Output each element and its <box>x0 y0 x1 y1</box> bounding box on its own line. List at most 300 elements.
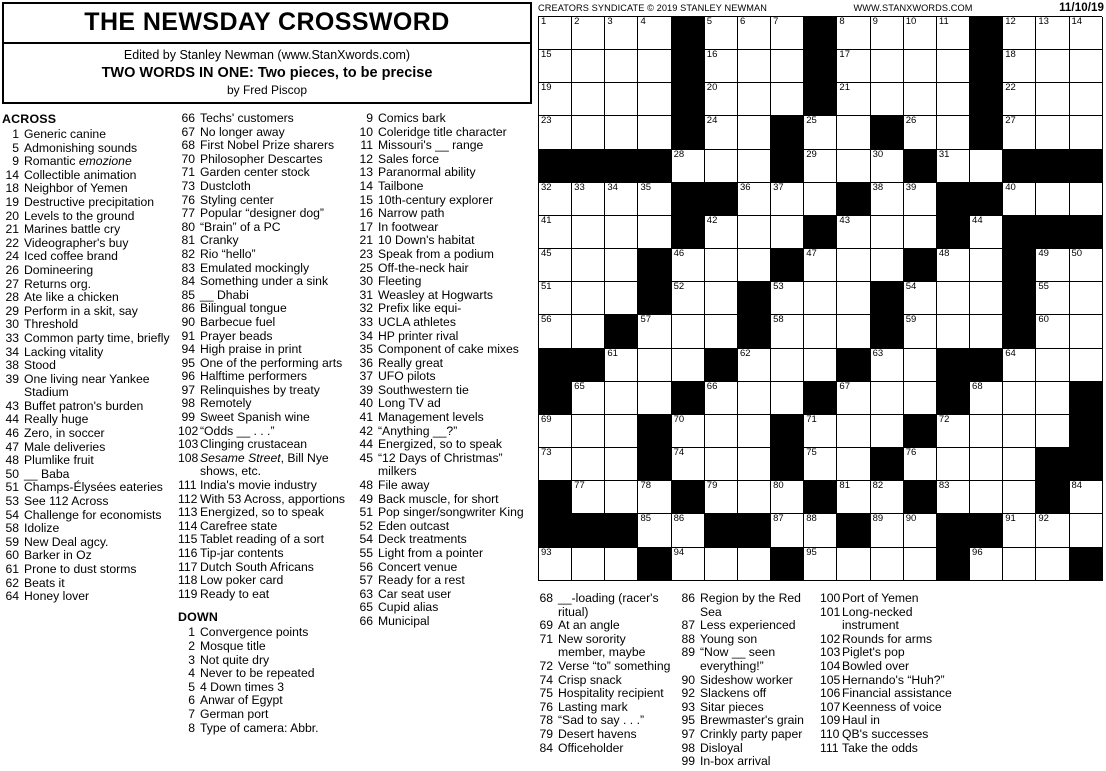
clue-number: 94 <box>181 342 195 357</box>
grid-cell[interactable] <box>572 448 605 481</box>
grid-cell[interactable] <box>705 415 738 448</box>
grid-cell[interactable] <box>1036 282 1069 315</box>
clue-text: Component of cake mixes <box>378 342 519 357</box>
grid-cell-number: 84 <box>1071 480 1083 492</box>
grid-cell[interactable] <box>1003 382 1036 415</box>
grid-cell[interactable] <box>804 415 837 448</box>
clue-column-3 <box>356 112 532 735</box>
grid-cell[interactable] <box>937 282 970 315</box>
grid-cell-number: 70 <box>673 413 685 425</box>
grid-cell[interactable] <box>605 382 638 415</box>
grid-cell[interactable] <box>937 481 970 514</box>
grid-cell[interactable] <box>705 382 738 415</box>
grid-cell[interactable] <box>904 382 937 415</box>
clue-text: Generic canine <box>24 127 106 141</box>
grid-cell[interactable] <box>738 349 771 382</box>
clue-item <box>356 574 528 588</box>
clue-text: Paranormal ability <box>378 165 476 180</box>
grid-cell[interactable] <box>638 17 671 50</box>
clue-number: 17 <box>359 219 373 234</box>
grid-cell[interactable] <box>705 249 738 282</box>
grid-block <box>804 17 837 50</box>
clue-number: 106 <box>820 686 841 701</box>
grid-cell[interactable] <box>771 382 804 415</box>
grid-cell[interactable] <box>738 382 771 415</box>
grid-cell[interactable] <box>572 315 605 348</box>
grid-cell[interactable] <box>572 216 605 249</box>
grid-cell[interactable] <box>970 481 1003 514</box>
grid-cell[interactable] <box>705 315 738 348</box>
grid-cell[interactable] <box>871 83 904 116</box>
grid-cell[interactable] <box>837 150 870 183</box>
grid-cell[interactable] <box>572 548 605 581</box>
clue-item <box>356 493 528 507</box>
grid-cell[interactable] <box>638 315 671 348</box>
grid-cell-number: 55 <box>1038 281 1049 293</box>
clue-text: Fleeting <box>378 274 422 289</box>
grid-cell[interactable] <box>1003 50 1036 83</box>
grid-cell[interactable] <box>837 481 870 514</box>
across-clues-part2 <box>178 112 352 601</box>
grid-cell[interactable] <box>1036 349 1069 382</box>
clue-item <box>356 112 528 126</box>
clue-number: 99 <box>681 754 695 769</box>
grid-cell[interactable] <box>605 116 638 149</box>
grid-cell[interactable] <box>1003 415 1036 448</box>
crossword-grid[interactable] <box>538 16 1102 581</box>
grid-cell[interactable] <box>937 448 970 481</box>
grid-cell[interactable] <box>871 50 904 83</box>
grid-cell[interactable] <box>837 83 870 116</box>
grid-cell[interactable] <box>937 150 970 183</box>
grid-cell[interactable] <box>904 17 937 50</box>
grid-cell[interactable] <box>1070 50 1103 83</box>
grid-cell[interactable] <box>837 17 870 50</box>
grid-cell[interactable] <box>705 17 738 50</box>
clue-number: 80 <box>181 219 195 234</box>
grid-cell[interactable] <box>1003 514 1036 547</box>
grid-cell[interactable] <box>705 548 738 581</box>
grid-cell[interactable] <box>904 315 937 348</box>
clue-number: 43 <box>5 398 19 413</box>
grid-cell[interactable] <box>970 448 1003 481</box>
grid-cell[interactable] <box>1070 183 1103 216</box>
grid-cell-number: 82 <box>872 480 884 492</box>
grid-cell[interactable] <box>539 548 572 581</box>
grid-cell[interactable] <box>638 349 671 382</box>
grid-cell[interactable] <box>904 83 937 116</box>
grid-cell[interactable] <box>937 249 970 282</box>
grid-cell-number: 35 <box>640 181 652 193</box>
grid-cell[interactable] <box>804 548 837 581</box>
grid-cell[interactable] <box>1070 282 1103 315</box>
grid-cell[interactable] <box>804 448 837 481</box>
grid-cell[interactable] <box>1070 481 1103 514</box>
grid-cell-number: 27 <box>1005 115 1016 127</box>
clue-item <box>2 278 174 292</box>
grid-cell[interactable] <box>1003 83 1036 116</box>
grid-cell[interactable] <box>605 183 638 216</box>
clue-text: Clinging crustacean <box>200 437 308 452</box>
grid-cell[interactable] <box>970 415 1003 448</box>
clue-item <box>820 687 958 701</box>
grid-cell[interactable] <box>904 183 937 216</box>
grid-cell[interactable] <box>638 514 671 547</box>
grid-cell[interactable] <box>1036 183 1069 216</box>
grid-cell[interactable] <box>605 481 638 514</box>
grid-cell[interactable] <box>804 183 837 216</box>
grid-cell[interactable] <box>804 315 837 348</box>
grid-cell[interactable] <box>771 83 804 116</box>
grid-cell[interactable] <box>638 83 671 116</box>
clue-number: 8 <box>188 720 195 735</box>
clue-text: Ready to eat <box>200 586 270 601</box>
grid-cell[interactable] <box>738 150 771 183</box>
grid-cell[interactable] <box>672 315 705 348</box>
grid-cell[interactable] <box>837 548 870 581</box>
clue-text: Tip-jar contents <box>200 546 284 560</box>
grid-cell[interactable] <box>804 514 837 547</box>
syndicate-credit: CREATORS SYNDICATE © 2019 STANLEY NEWMAN <box>538 3 767 13</box>
grid-cell[interactable] <box>904 448 937 481</box>
grid-block <box>970 183 1003 216</box>
grid-cell[interactable] <box>705 116 738 149</box>
grid-cell[interactable] <box>904 50 937 83</box>
grid-cell[interactable] <box>1070 116 1103 149</box>
grid-cell[interactable] <box>937 50 970 83</box>
clue-item <box>678 633 816 647</box>
grid-cell[interactable] <box>804 282 837 315</box>
grid-cell[interactable] <box>771 183 804 216</box>
clue-item <box>178 506 352 520</box>
clue-item <box>356 126 528 140</box>
clue-text: Stood <box>24 358 56 373</box>
grid-cell[interactable] <box>937 415 970 448</box>
grid-cell[interactable] <box>1036 249 1069 282</box>
grid-cell[interactable] <box>539 83 572 116</box>
grid-cell[interactable] <box>1003 17 1036 50</box>
grid-cell[interactable] <box>1070 514 1103 547</box>
grid-cell[interactable] <box>837 116 870 149</box>
grid-cell[interactable] <box>605 249 638 282</box>
grid-cell[interactable] <box>937 315 970 348</box>
grid-cell[interactable] <box>605 216 638 249</box>
grid-cell[interactable] <box>804 150 837 183</box>
grid-cell[interactable] <box>1070 349 1103 382</box>
grid-cell[interactable] <box>638 382 671 415</box>
clue-item <box>356 289 528 303</box>
grid-cell[interactable] <box>672 415 705 448</box>
grid-cell[interactable] <box>970 315 1003 348</box>
grid-cell[interactable] <box>904 216 937 249</box>
grid-cell[interactable] <box>970 150 1003 183</box>
grid-cell[interactable] <box>1036 514 1069 547</box>
grid-cell[interactable] <box>871 216 904 249</box>
clue-number: 7 <box>188 706 195 721</box>
clue-number: 84 <box>181 274 195 289</box>
grid-cell[interactable] <box>871 249 904 282</box>
grid-cell[interactable] <box>1003 448 1036 481</box>
grid-cell[interactable] <box>572 116 605 149</box>
grid-cell[interactable] <box>904 282 937 315</box>
grid-cell[interactable] <box>738 50 771 83</box>
grid-cell[interactable] <box>1036 116 1069 149</box>
grid-cell[interactable] <box>738 83 771 116</box>
grid-cell[interactable] <box>672 349 705 382</box>
clue-number: 86 <box>681 591 695 605</box>
grid-cell[interactable] <box>871 548 904 581</box>
grid-cell[interactable] <box>605 282 638 315</box>
clue-text: Garden center stock <box>200 165 310 180</box>
grid-cell[interactable] <box>1036 50 1069 83</box>
grid-block <box>738 282 771 315</box>
grid-cell[interactable] <box>970 382 1003 415</box>
grid-cell[interactable] <box>572 50 605 83</box>
grid-cell[interactable] <box>1070 249 1103 282</box>
grid-cell[interactable] <box>638 481 671 514</box>
grid-cell[interactable] <box>672 249 705 282</box>
grid-cell[interactable] <box>738 116 771 149</box>
clue-number: 35 <box>359 342 373 357</box>
grid-cell[interactable] <box>738 249 771 282</box>
grid-cell[interactable] <box>1036 315 1069 348</box>
grid-cell[interactable] <box>837 448 870 481</box>
clue-number: 97 <box>181 382 195 397</box>
grid-cell-number: 46 <box>673 248 685 260</box>
clue-item <box>178 533 352 547</box>
grid-cell[interactable] <box>705 282 738 315</box>
grid-cell[interactable] <box>970 548 1003 581</box>
grid-cell[interactable] <box>871 481 904 514</box>
grid-cell[interactable] <box>638 183 671 216</box>
grid-cell[interactable] <box>871 382 904 415</box>
grid-cell[interactable] <box>705 216 738 249</box>
grid-cell[interactable] <box>1036 548 1069 581</box>
grid-cell[interactable] <box>672 548 705 581</box>
grid-cell[interactable] <box>672 150 705 183</box>
grid-cell[interactable] <box>771 50 804 83</box>
grid-cell[interactable] <box>871 349 904 382</box>
grid-cell[interactable] <box>572 17 605 50</box>
grid-cell[interactable] <box>539 216 572 249</box>
clue-text: Perform in a skit, say <box>24 303 138 318</box>
clue-item <box>2 495 174 509</box>
grid-cell[interactable] <box>705 448 738 481</box>
clue-text: Challenge for economists <box>24 507 162 522</box>
grid-cell[interactable] <box>1070 315 1103 348</box>
grid-cell[interactable] <box>1003 481 1036 514</box>
clue-text: Plumlike fruit <box>24 453 94 468</box>
grid-cell[interactable] <box>804 116 837 149</box>
grid-cell[interactable] <box>771 315 804 348</box>
grid-cell[interactable] <box>771 514 804 547</box>
clue-number: 93 <box>681 699 695 714</box>
grid-cell[interactable] <box>771 282 804 315</box>
grid-cell[interactable] <box>837 216 870 249</box>
grid-cell[interactable] <box>605 349 638 382</box>
grid-cell[interactable] <box>904 116 937 149</box>
grid-block <box>1003 315 1036 348</box>
grid-cell[interactable] <box>705 50 738 83</box>
clue-text: At an angle <box>558 618 620 633</box>
down-clues-part1 <box>178 626 352 735</box>
grid-cell-number: 20 <box>706 82 718 94</box>
grid-cell[interactable] <box>605 83 638 116</box>
clue-number: 102 <box>820 631 841 646</box>
clue-item <box>820 674 958 688</box>
grid-cell[interactable] <box>705 83 738 116</box>
grid-cell[interactable] <box>638 50 671 83</box>
grid-cell[interactable] <box>837 50 870 83</box>
grid-cell[interactable] <box>837 415 870 448</box>
grid-cell[interactable] <box>837 382 870 415</box>
grid-cell[interactable] <box>672 282 705 315</box>
grid-cell[interactable] <box>937 116 970 149</box>
grid-cell[interactable] <box>837 249 870 282</box>
grid-cell-number: 12 <box>1005 16 1016 27</box>
grid-cell-number: 25 <box>806 115 817 127</box>
grid-block <box>804 83 837 116</box>
grid-cell[interactable] <box>937 83 970 116</box>
clue-number: 45 <box>359 450 373 465</box>
grid-cell-number: 51 <box>541 281 552 293</box>
grid-cell[interactable] <box>738 216 771 249</box>
grid-cell[interactable] <box>1036 17 1069 50</box>
grid-cell[interactable] <box>1003 116 1036 149</box>
grid-cell[interactable] <box>871 514 904 547</box>
grid-cell[interactable] <box>738 548 771 581</box>
grid-cell[interactable] <box>1003 183 1036 216</box>
clue-item <box>820 728 958 742</box>
grid-cell[interactable] <box>738 448 771 481</box>
grid-cell[interactable] <box>605 50 638 83</box>
clue-text: Philosopher Descartes <box>200 151 323 166</box>
grid-cell[interactable] <box>572 282 605 315</box>
grid-cell[interactable] <box>1070 17 1103 50</box>
grid-cell[interactable] <box>539 17 572 50</box>
grid-cell-number: 63 <box>872 347 884 359</box>
grid-cell[interactable] <box>605 448 638 481</box>
grid-cell[interactable] <box>539 448 572 481</box>
clue-item <box>356 330 528 344</box>
clue-item <box>178 289 352 303</box>
grid-cell[interactable] <box>705 150 738 183</box>
grid-block <box>937 183 970 216</box>
grid-cell[interactable] <box>572 481 605 514</box>
clue-number: 83 <box>181 260 195 275</box>
grid-cell[interactable] <box>871 17 904 50</box>
grid-cell[interactable] <box>572 249 605 282</box>
grid-cell[interactable] <box>1003 349 1036 382</box>
grid-cell[interactable] <box>738 183 771 216</box>
grid-cell[interactable] <box>837 315 870 348</box>
grid-cell[interactable] <box>605 415 638 448</box>
clue-item <box>178 166 352 180</box>
grid-cell[interactable] <box>539 50 572 83</box>
grid-cell[interactable] <box>539 415 572 448</box>
clue-number: 48 <box>359 478 373 493</box>
grid-cell[interactable] <box>1070 83 1103 116</box>
grid-cell[interactable] <box>572 183 605 216</box>
grid-cell[interactable] <box>904 349 937 382</box>
clue-text: “Odds __ . . .” <box>200 423 275 438</box>
grid-cell[interactable] <box>970 282 1003 315</box>
grid-cell[interactable] <box>539 282 572 315</box>
grid-cell[interactable] <box>771 17 804 50</box>
clue-number: 46 <box>5 426 19 441</box>
grid-cell[interactable] <box>539 315 572 348</box>
grid-cell[interactable] <box>638 116 671 149</box>
grid-cell[interactable] <box>539 116 572 149</box>
clue-text: Really great <box>378 355 444 370</box>
grid-cell[interactable] <box>738 415 771 448</box>
clue-number: 78 <box>539 713 553 728</box>
grid-cell[interactable] <box>638 216 671 249</box>
grid-cell[interactable] <box>605 17 638 50</box>
grid-cell-number: 40 <box>1005 181 1016 193</box>
clue-item <box>178 126 352 140</box>
grid-cell[interactable] <box>771 216 804 249</box>
clue-text: 10th-century explorer <box>378 192 494 207</box>
grid-cell-number: 75 <box>806 447 817 459</box>
grid-cell[interactable] <box>1036 382 1069 415</box>
grid-block <box>937 382 970 415</box>
grid-cell[interactable] <box>672 448 705 481</box>
grid-cell[interactable] <box>539 183 572 216</box>
grid-cell[interactable] <box>871 415 904 448</box>
grid-cell[interactable] <box>738 481 771 514</box>
grid-block <box>771 415 804 448</box>
grid-cell[interactable] <box>705 481 738 514</box>
grid-cell[interactable] <box>904 514 937 547</box>
grid-cell[interactable] <box>970 249 1003 282</box>
clue-number: 15 <box>359 192 373 207</box>
grid-cell[interactable] <box>970 216 1003 249</box>
grid-cell[interactable] <box>804 349 837 382</box>
grid-cell[interactable] <box>837 282 870 315</box>
grid-cell[interactable] <box>1036 83 1069 116</box>
grid-cell[interactable] <box>871 183 904 216</box>
grid-cell[interactable] <box>1036 415 1069 448</box>
grid-cell[interactable] <box>572 415 605 448</box>
clue-text: Admonishing sounds <box>24 140 138 155</box>
grid-block <box>970 116 1003 149</box>
clue-number: 41 <box>359 410 373 425</box>
clue-number: 36 <box>359 355 373 370</box>
clue-text: Barbecue fuel <box>200 314 276 329</box>
grid-cell[interactable] <box>937 17 970 50</box>
grid-block <box>970 83 1003 116</box>
grid-cell[interactable] <box>771 349 804 382</box>
across-clues-part1 <box>2 128 174 604</box>
grid-cell[interactable] <box>572 83 605 116</box>
grid-cell[interactable] <box>605 548 638 581</box>
grid-cell[interactable] <box>572 382 605 415</box>
grid-cell[interactable] <box>804 249 837 282</box>
grid-cell[interactable] <box>904 548 937 581</box>
grid-block <box>572 349 605 382</box>
grid-cell[interactable] <box>771 481 804 514</box>
grid-cell-number: 28 <box>673 148 685 160</box>
grid-cell[interactable] <box>1003 548 1036 581</box>
grid-cell[interactable] <box>738 17 771 50</box>
grid-cell[interactable] <box>871 150 904 183</box>
grid-cell[interactable] <box>539 249 572 282</box>
grid-block <box>1070 548 1103 581</box>
grid-cell[interactable] <box>672 514 705 547</box>
clue-number: 79 <box>539 726 553 741</box>
grid-cell-number: 47 <box>806 248 817 260</box>
